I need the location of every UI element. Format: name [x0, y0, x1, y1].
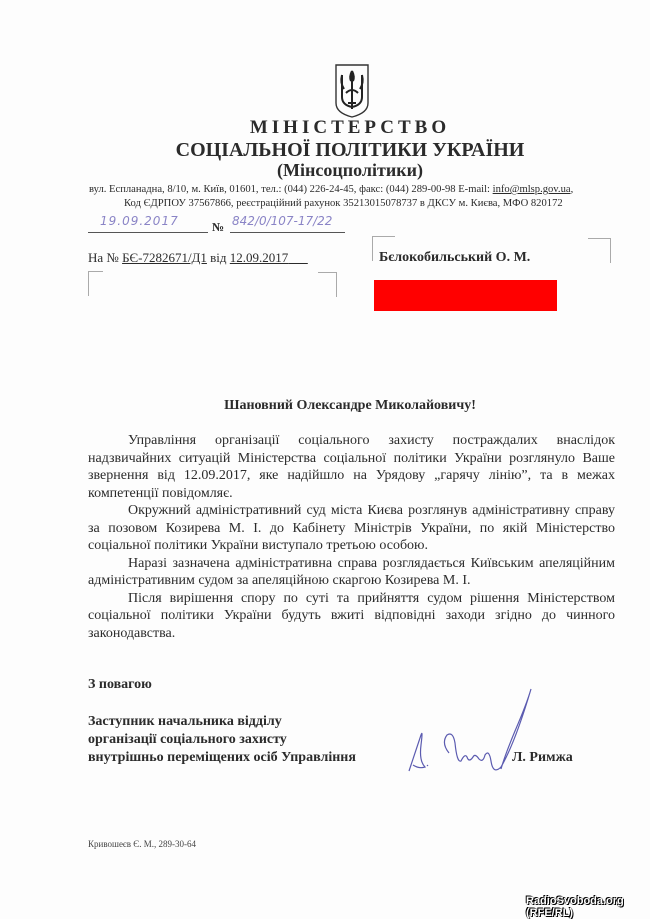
signer-name: Л. Римжа: [512, 750, 573, 765]
ministry-subtitle: СОЦІАЛЬНОЇ ПОЛІТИКИ УКРАЇНИ: [175, 139, 525, 161]
paragraph: Наразі зазначена адміністративна справа розглядається Київським апеляційним адміністративним судом за апеляційною скаргою Козирева М. І.: [88, 555, 615, 588]
corner-mark: [88, 271, 103, 296]
paragraph: Після вирішення спору по суті та прийняття судом рішення Міністерством соціальної політики України будуть вжиті відповідні заходи згідно до чинного законодавства.: [88, 590, 615, 641]
ref-mid: від: [206, 250, 230, 265]
redaction-box: [374, 280, 557, 311]
letter-body: [88, 432, 615, 642]
paragraph: Окружний адміністративний суд міста Києва розглянув адміністративну справу за позовом Козирева М. І. до Кабінету Міністрів України, по якій Міністерство соціальної політики України виступало третьою особою.: [88, 503, 615, 553]
email-link[interactable]: info@mlsp.gov.ua: [492, 184, 571, 195]
salutation: Шановний Олександре Миколайовичу!: [224, 398, 476, 413]
registry-line: Код ЄДРПОУ 37567866, реєстраційний рахунок 35213015078737 в ДКСУ м. Києва, МФО 820172: [124, 198, 563, 209]
address-suffix: ,: [570, 184, 574, 195]
ref-number: БЄ-7282671/Д1: [122, 250, 207, 265]
ref-prefix: На №: [88, 250, 123, 265]
address-line: [89, 184, 573, 195]
executor-info: Кривошеєв Є. М., 289-30-64: [88, 839, 196, 849]
ministry-title: МІНІСТЕРСТВО: [249, 117, 451, 138]
signer-title-line: Заступник начальника відділу: [88, 714, 282, 729]
signer-title: [88, 713, 356, 767]
ref-date: 12.09.2017: [229, 250, 289, 265]
trident-icon: [334, 63, 370, 119]
date-underline: [88, 232, 208, 233]
signature-icon: [405, 683, 535, 783]
reference-line: [88, 250, 308, 266]
signer-title-line: організації соціального захисту: [88, 732, 287, 747]
closing: З повагою: [88, 677, 152, 692]
number-sign: №: [212, 220, 225, 234]
corner-mark: [318, 272, 337, 297]
addressee-name: Бєлокобильський О. М.: [379, 250, 531, 265]
outgoing-number: 842/0/107-17/22: [232, 214, 333, 228]
watermark: RadioSvoboda.org (RFE/RL): [526, 895, 624, 919]
corner-mark: [588, 238, 611, 263]
signer-title-line: внутрішньо переміщених осіб Управління: [88, 750, 356, 765]
ministry-short-name: (Мінсоцполітики): [277, 160, 423, 180]
paragraph: Управління організації соціального захисту постраждалих внаслідок надзвичайних ситуацій Міністерства соціальної політики України розглянуло Ваше звернення від 12.09.2017, яке надійшло на Урядову „гарячу лінію”, та в межах компетенції повідомляє.: [88, 433, 615, 501]
number-underline: [230, 232, 345, 233]
address-text: вул. Еспланадна, 8/10, м. Київ, 01601, тел.: (044) 226-24-45, факс: (044) 289-00-98 E-mail:: [89, 184, 493, 195]
outgoing-date: 19.09.2017: [100, 214, 179, 228]
